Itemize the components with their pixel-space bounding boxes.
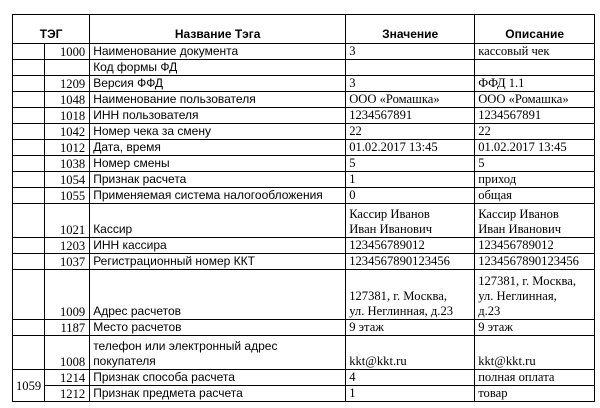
tag-cell: 1203 (45, 238, 90, 254)
name-cell (90, 370, 346, 386)
table-row (13, 172, 595, 188)
tag-cell: 1187 (45, 320, 90, 336)
name-cell (90, 140, 346, 156)
value-cell (346, 60, 475, 76)
value-cell (346, 254, 475, 270)
table-row (13, 238, 595, 254)
description-cell (475, 188, 595, 204)
value-cell (346, 188, 475, 204)
description-cell (475, 320, 595, 336)
header-value: Значение (346, 15, 475, 44)
empty-group-cell (13, 320, 45, 336)
name-cell-line: Номер чека за смену (93, 124, 211, 138)
description-cell-line: ООО «Ромашка» (478, 92, 569, 106)
description-cell-line: Иван Иванович (478, 222, 562, 236)
value-cell-line: kkt@kkt.ru (349, 354, 407, 368)
name-cell-line: Версия ФФД (93, 76, 164, 90)
name-cell (90, 320, 346, 336)
tag-cell: 1018 (45, 108, 90, 124)
value-cell-line: Иван Иванович (349, 222, 433, 236)
tag-cell: 1214 (45, 370, 90, 386)
description-cell (475, 76, 595, 92)
tag-cell: 1054 (45, 172, 90, 188)
description-cell-line: ул. Неглинная, (478, 289, 557, 303)
description-cell-line: 127381, г. Москва, (478, 274, 577, 288)
description-cell-line: общая (478, 188, 512, 202)
table-row (13, 188, 595, 204)
description-cell (475, 92, 595, 108)
name-cell-line: Признак расчета (93, 172, 187, 186)
empty-group-cell (13, 172, 45, 188)
name-cell (90, 336, 346, 370)
table-row (13, 320, 595, 336)
name-cell-line: Место расчетов (93, 320, 182, 334)
name-cell (90, 156, 346, 172)
name-cell (90, 238, 346, 254)
tag-cell: 1037 (45, 254, 90, 270)
tag-cell: 1212 (45, 386, 90, 402)
name-cell (90, 386, 346, 402)
value-cell-line: 01.02.2017 13:45 (349, 140, 438, 154)
description-cell (475, 336, 595, 370)
name-cell-line: Признак способа расчета (93, 370, 235, 384)
description-cell-line: kkt@kkt.ru (478, 354, 536, 368)
description-cell (475, 124, 595, 140)
name-cell (90, 60, 346, 76)
tag-table-container (12, 14, 595, 402)
value-cell-line: 0 (349, 188, 356, 202)
empty-group-cell (13, 92, 45, 108)
description-cell (475, 108, 595, 124)
name-cell (90, 76, 346, 92)
name-cell-line: Наименование пользователя (93, 92, 256, 106)
name-cell (90, 188, 346, 204)
header-tag: ТЭГ (13, 15, 90, 44)
value-cell (346, 270, 475, 320)
name-cell-line: Кассир (93, 222, 133, 236)
value-cell (346, 336, 475, 370)
name-cell-line: Регистрационный номер ККТ (93, 254, 255, 268)
table-row (13, 108, 595, 124)
description-cell-line: д.23 (478, 304, 501, 318)
value-cell-line: ООО «Ромашка» (349, 92, 440, 106)
table-row (13, 44, 595, 60)
empty-group-cell (13, 76, 45, 92)
name-cell (90, 108, 346, 124)
tag-cell: 1009 (45, 270, 90, 320)
value-cell-line: 5 (349, 156, 356, 170)
empty-group-cell (13, 60, 45, 76)
description-cell (475, 60, 595, 76)
name-cell-line: Применяемая система налогообложения (93, 188, 323, 202)
empty-group-cell (13, 270, 45, 320)
name-cell (90, 92, 346, 108)
value-cell (346, 204, 475, 238)
value-cell-line: 9 этаж (349, 320, 384, 334)
description-cell (475, 140, 595, 156)
tag-cell: 1012 (45, 140, 90, 156)
value-cell-line: ул. Неглинная, д.23 (349, 304, 454, 318)
description-cell-line: 9 этаж (478, 320, 513, 334)
value-cell-line: Кассир Иванов (349, 207, 430, 221)
empty-group-cell (13, 204, 45, 238)
value-cell-line: 22 (349, 124, 362, 138)
description-cell-line: товар (478, 386, 508, 400)
name-cell (90, 204, 346, 238)
header-name: Название Тэга (90, 15, 346, 44)
empty-group-cell (13, 238, 45, 254)
description-cell-line: 1234567890123456 (478, 254, 579, 268)
description-cell-line: полная оплата (478, 370, 555, 384)
description-cell (475, 156, 595, 172)
value-cell-line: 1234567891 (349, 108, 413, 122)
table-row (13, 156, 595, 172)
description-cell (475, 44, 595, 60)
tag-cell: 1055 (45, 188, 90, 204)
table-row (13, 386, 595, 402)
value-cell (346, 44, 475, 60)
name-cell-line: ИНН кассира (93, 238, 167, 252)
empty-group-cell (13, 140, 45, 156)
name-cell-line: Номер смены (93, 156, 170, 170)
name-cell (90, 254, 346, 270)
description-cell (475, 270, 595, 320)
description-cell-line: ФФД 1.1 (478, 76, 525, 90)
value-cell (346, 156, 475, 172)
value-cell (346, 76, 475, 92)
table-row (13, 124, 595, 140)
value-cell-line: 1 (349, 386, 356, 400)
description-cell-line: 01.02.2017 13:45 (478, 140, 567, 154)
value-cell-line: 1234567890123456 (349, 254, 450, 268)
description-cell (475, 370, 595, 386)
value-cell-line: 127381, г. Москва, (349, 289, 448, 303)
tag-cell: 1008 (45, 336, 90, 370)
value-cell (346, 108, 475, 124)
table-row (13, 370, 595, 386)
value-cell (346, 370, 475, 386)
name-cell (90, 172, 346, 188)
value-cell-line: 4 (349, 370, 356, 384)
name-cell-line: Дата, время (93, 140, 161, 154)
header-description: Описание (475, 15, 595, 44)
tag-cell: 1021 (45, 204, 90, 238)
description-cell-line: 1234567891 (478, 108, 542, 122)
description-cell-line: 22 (478, 124, 491, 138)
value-cell (346, 140, 475, 156)
tag-cell: 1048 (45, 92, 90, 108)
description-cell (475, 254, 595, 270)
table-row (13, 60, 595, 76)
value-cell (346, 238, 475, 254)
empty-group-cell (13, 188, 45, 204)
table-row (13, 336, 595, 370)
table-body (13, 44, 595, 402)
description-cell (475, 204, 595, 238)
name-cell-line: Код формы ФД (93, 60, 178, 74)
tag-cell: 1042 (45, 124, 90, 140)
table-row (13, 76, 595, 92)
tag-cell (45, 60, 90, 76)
value-cell (346, 386, 475, 402)
table-row (13, 254, 595, 270)
table-row (13, 92, 595, 108)
description-cell-line: приход (478, 172, 517, 186)
name-cell-line: ИНН пользователя (93, 108, 199, 122)
name-cell (90, 270, 346, 320)
empty-group-cell (13, 124, 45, 140)
name-cell (90, 44, 346, 60)
value-cell (346, 320, 475, 336)
value-cell-line: 3 (349, 76, 356, 90)
empty-group-cell (13, 254, 45, 270)
name-cell (90, 124, 346, 140)
tag-cell: 1000 (45, 44, 90, 60)
empty-group-cell (13, 336, 45, 370)
description-cell (475, 238, 595, 254)
tag-table (12, 14, 595, 402)
table-row (13, 140, 595, 156)
description-cell-line: Кассир Иванов (478, 207, 559, 221)
description-cell-line: 123456789012 (478, 238, 554, 252)
value-cell-line: 1 (349, 172, 356, 186)
tag-cell: 1209 (45, 76, 90, 92)
value-cell-line: 3 (349, 44, 356, 58)
value-cell-line: 123456789012 (349, 238, 425, 252)
value-cell (346, 172, 475, 188)
name-cell-line: Наименование документа (93, 44, 239, 58)
empty-group-cell (13, 108, 45, 124)
description-cell-line: кассовый чек (478, 44, 550, 58)
tag-cell: 1038 (45, 156, 90, 172)
table-row (13, 270, 595, 320)
name-cell-line: телефон или электронный адрес (93, 339, 278, 353)
name-cell-line: покупателя (93, 354, 156, 368)
table-row (13, 204, 595, 238)
value-cell (346, 92, 475, 108)
group-tag-cell: 1059 (13, 370, 45, 402)
description-cell (475, 172, 595, 188)
description-cell (475, 386, 595, 402)
description-cell-line: 5 (478, 156, 485, 170)
name-cell-line: Адрес расчетов (93, 304, 182, 318)
header-row (13, 15, 595, 44)
empty-group-cell (13, 44, 45, 60)
value-cell (346, 124, 475, 140)
name-cell-line: Признак предмета расчета (93, 386, 243, 400)
empty-group-cell (13, 156, 45, 172)
